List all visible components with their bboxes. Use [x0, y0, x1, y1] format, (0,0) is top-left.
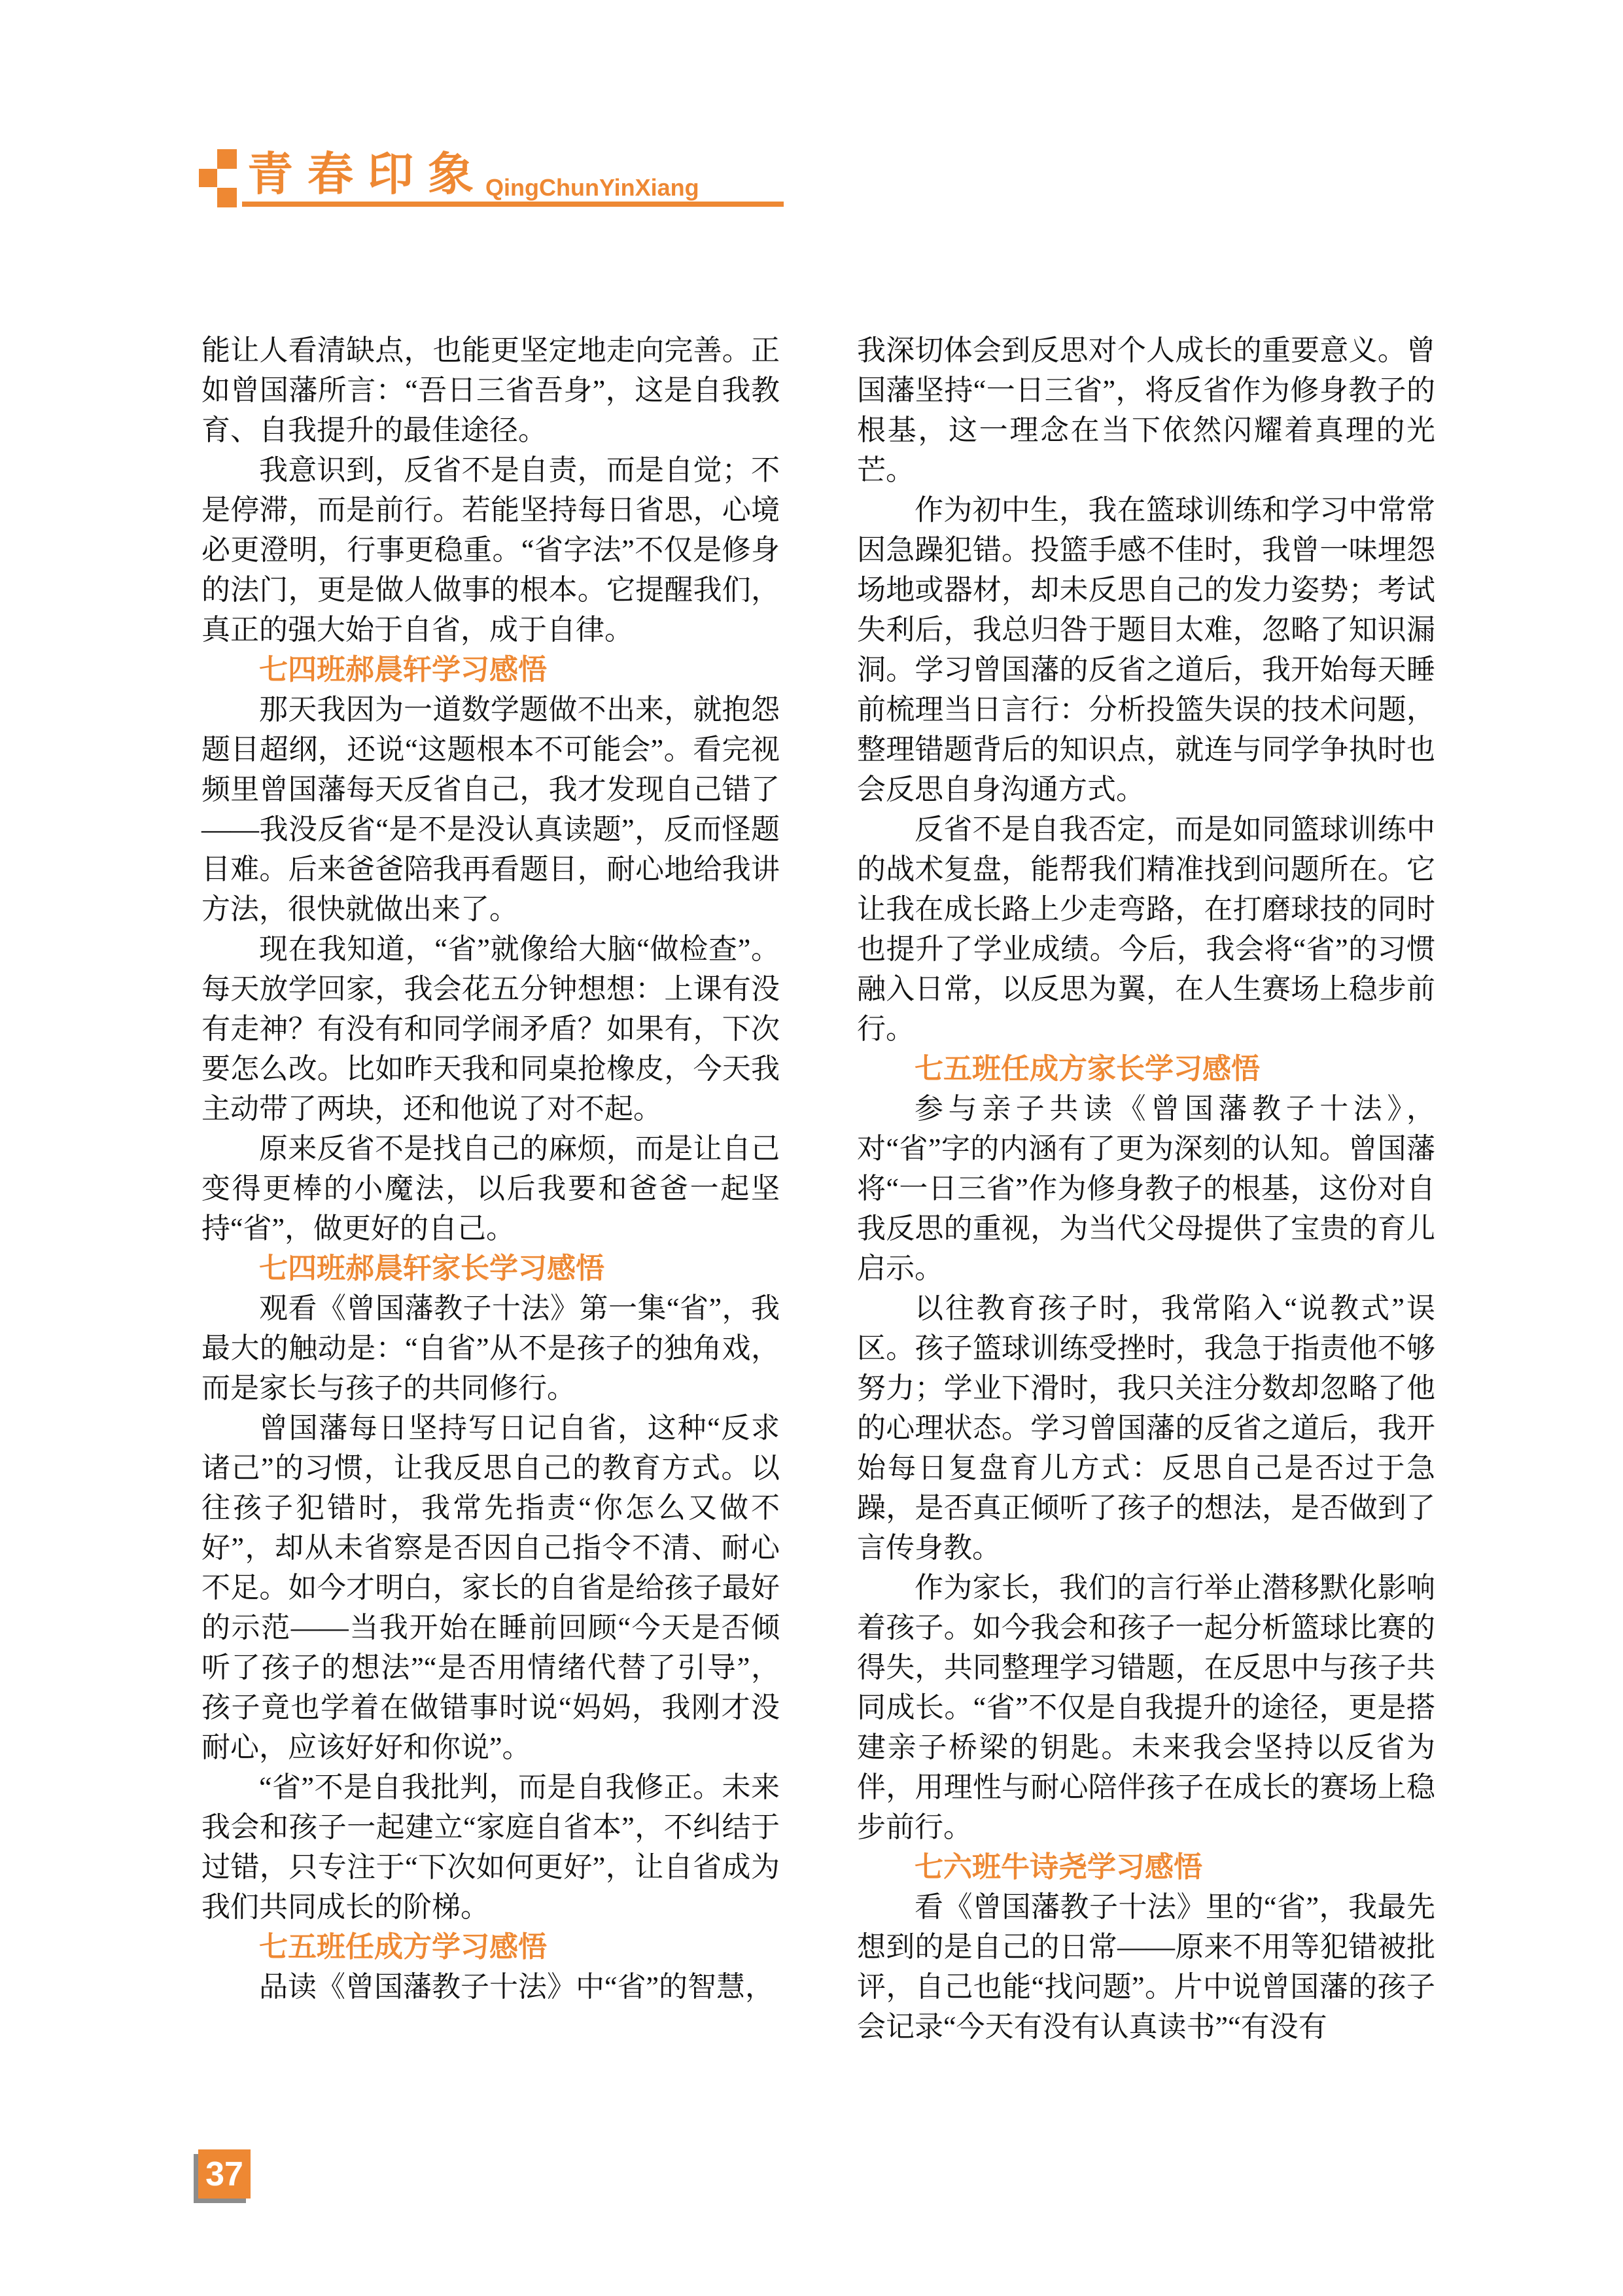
paragraph: 作为初中生，我在篮球训练和学习中常常因急躁犯错。投篮手感不佳时，我曾一味埋怨场地或器材，却未反思自己的发力姿势；考试失利后，我总归咎于题目太难，忽略了知识漏洞。学习曾国藩的反省之道后，我开始每天睡前梳理当日言行：分析投篮失误的技术问题，整理错题背后的知识点，就连与同学争执时也会反思自身沟通方式。	[857, 494, 1435, 805]
paragraph: 反省不是自我否定，而是如同篮球训练中的战术复盘，能帮我们精准找到问题所在。它让我在成长路上少走弯路，在打磨球技的同时也提升了学业成绩。今后，我会将“省”的习惯融入日常，以反思为翼，在人生赛场上稳步前行。	[857, 813, 1435, 1045]
section-heading: 七四班郝晨轩学习感悟	[259, 654, 547, 686]
paragraph: 作为家长，我们的言行举止潜移默化影响着孩子。如今我会和孩子一起分析篮球比赛的得失，共同整理学习错题，在反思中与孩子共同成长。“省”不仅是自我提升的途径，更是搭建亲子桥梁的钥匙。未来我会坚持以反省为伴，用理性与耐心陪伴孩子在成长的赛场上稳步前行。	[857, 1572, 1435, 1843]
logo-square-top	[217, 149, 237, 169]
paragraph: 曾国藩每日坚持写日记自省，这种“反求诸己”的习惯，让我反思自己的教育方式。以往孩子犯错时，我常先指责“你怎么又做不好”，却从未省察是否因自己指令不清、耐心不足。如今才明白，家长的自省是给孩子最好的示范——当我开始在睡前回顾“今天是否倾听了孩子的想法”“是否用情绪代替了引导”，孩子竟也学着在做错事时说“妈妈，我刚才没耐心，应该好好和你说”。	[201, 1412, 780, 1763]
paragraph: 品读《曾国藩教子十法》中“省”的智慧，	[259, 1971, 775, 2003]
paragraph: 看《曾国藩教子十法》里的“省”，我最先想到的是自己的日常——原来不用等犯错被批评，自己也能“找问题”。片中说曾国藩的孩子会记录“今天有没有认真读书”“有没有	[857, 1891, 1435, 2043]
section-heading: 七六班牛诗尧学习感悟	[915, 1851, 1202, 1883]
section-heading: 七五班任成方学习感悟	[259, 1931, 547, 1963]
section-logo-subtitle: QingChunYinXiang	[485, 174, 699, 201]
page-number-badge: 37	[198, 2149, 251, 2199]
paragraph: 能让人看清缺点，也能更坚定地走向完善。正如曾国藩所言：“吾日三省吾身”，这是自我教育、自我提升的最佳途径。	[201, 334, 780, 446]
paragraph: 那天我因为一道数学题做不出来，就抱怨题目超纲，还说“这题根本不可能会”。看完视频里曾国藩每天反省自己，我才发现自己错了——我没反省“是不是没认真读题”，反而怪题目难。后来爸爸陪我再看题目，耐心地给我讲方法，很快就做出来了。	[201, 694, 780, 925]
paragraph: 我意识到，反省不是自责，而是自觉；不是停滞，而是前行。若能坚持每日省思，心境必更澄明，行事更稳重。“省字法”不仅是修身的法门，更是做人做事的根本。它提醒我们，真正的强大始于自省，成于自律。	[201, 454, 780, 646]
paragraph: “省”不是自我批判，而是自我修正。未来我会和孩子一起建立“家庭自省本”，不纠结于过错，只专注于“下次如何更好”，让自省成为我们共同成长的阶梯。	[201, 1771, 780, 1923]
logo-underline	[242, 202, 784, 207]
left-column	[201, 330, 780, 2007]
paragraph: 以往教育孩子时，我常陷入“说教式”误区。孩子篮球训练受挫时，我急于指责他不够努力；学业下滑时，我只关注分数却忽略了他的心理状态。学习曾国藩的反省之道后，我开始每日复盘育儿方式：反思自己是否过于急躁，是否真正倾听了孩子的想法，是否做到了言传身教。	[857, 1292, 1435, 1564]
paragraph: 观看《曾国藩教子十法》第一集“省”，我最大的触动是：“自省”从不是孩子的独角戏，而是家长与孩子的共同修行。	[201, 1292, 780, 1404]
paragraph: 参与亲子共读《曾国藩教子十法》，对“省”字的内涵有了更为深刻的认知。曾国藩将“一日三省”作为修身教子的根基，这份对自我反思的重视，为当代父母提供了宝贵的育儿启示。	[857, 1093, 1435, 1284]
section-logo-title: 青春印象	[247, 150, 488, 200]
right-column	[857, 330, 1435, 2047]
logo-square-bottom	[217, 188, 237, 207]
paragraph: 现在我知道，“省”就像给大脑“做检查”。每天放学回家，我会花五分钟想想：上课有没有走神？有没有和同学闹矛盾？如果有，下次要怎么改。比如昨天我和同桌抢橡皮，今天我主动带了两块，还和他说了对不起。	[201, 933, 780, 1125]
logo-square-left	[199, 169, 217, 187]
section-heading: 七四班郝晨轩家长学习感悟	[259, 1252, 604, 1284]
paragraph: 我深切体会到反思对个人成长的重要意义。曾国藩坚持“一日三省”，将反省作为修身教子的根基，这一理念在当下依然闪耀着真理的光芒。	[857, 334, 1435, 486]
section-heading: 七五班任成方家长学习感悟	[915, 1053, 1260, 1085]
paragraph: 原来反省不是找自己的麻烦，而是让自己变得更棒的小魔法，以后我要和爸爸一起坚持“省”，做更好的自己。	[201, 1133, 780, 1245]
